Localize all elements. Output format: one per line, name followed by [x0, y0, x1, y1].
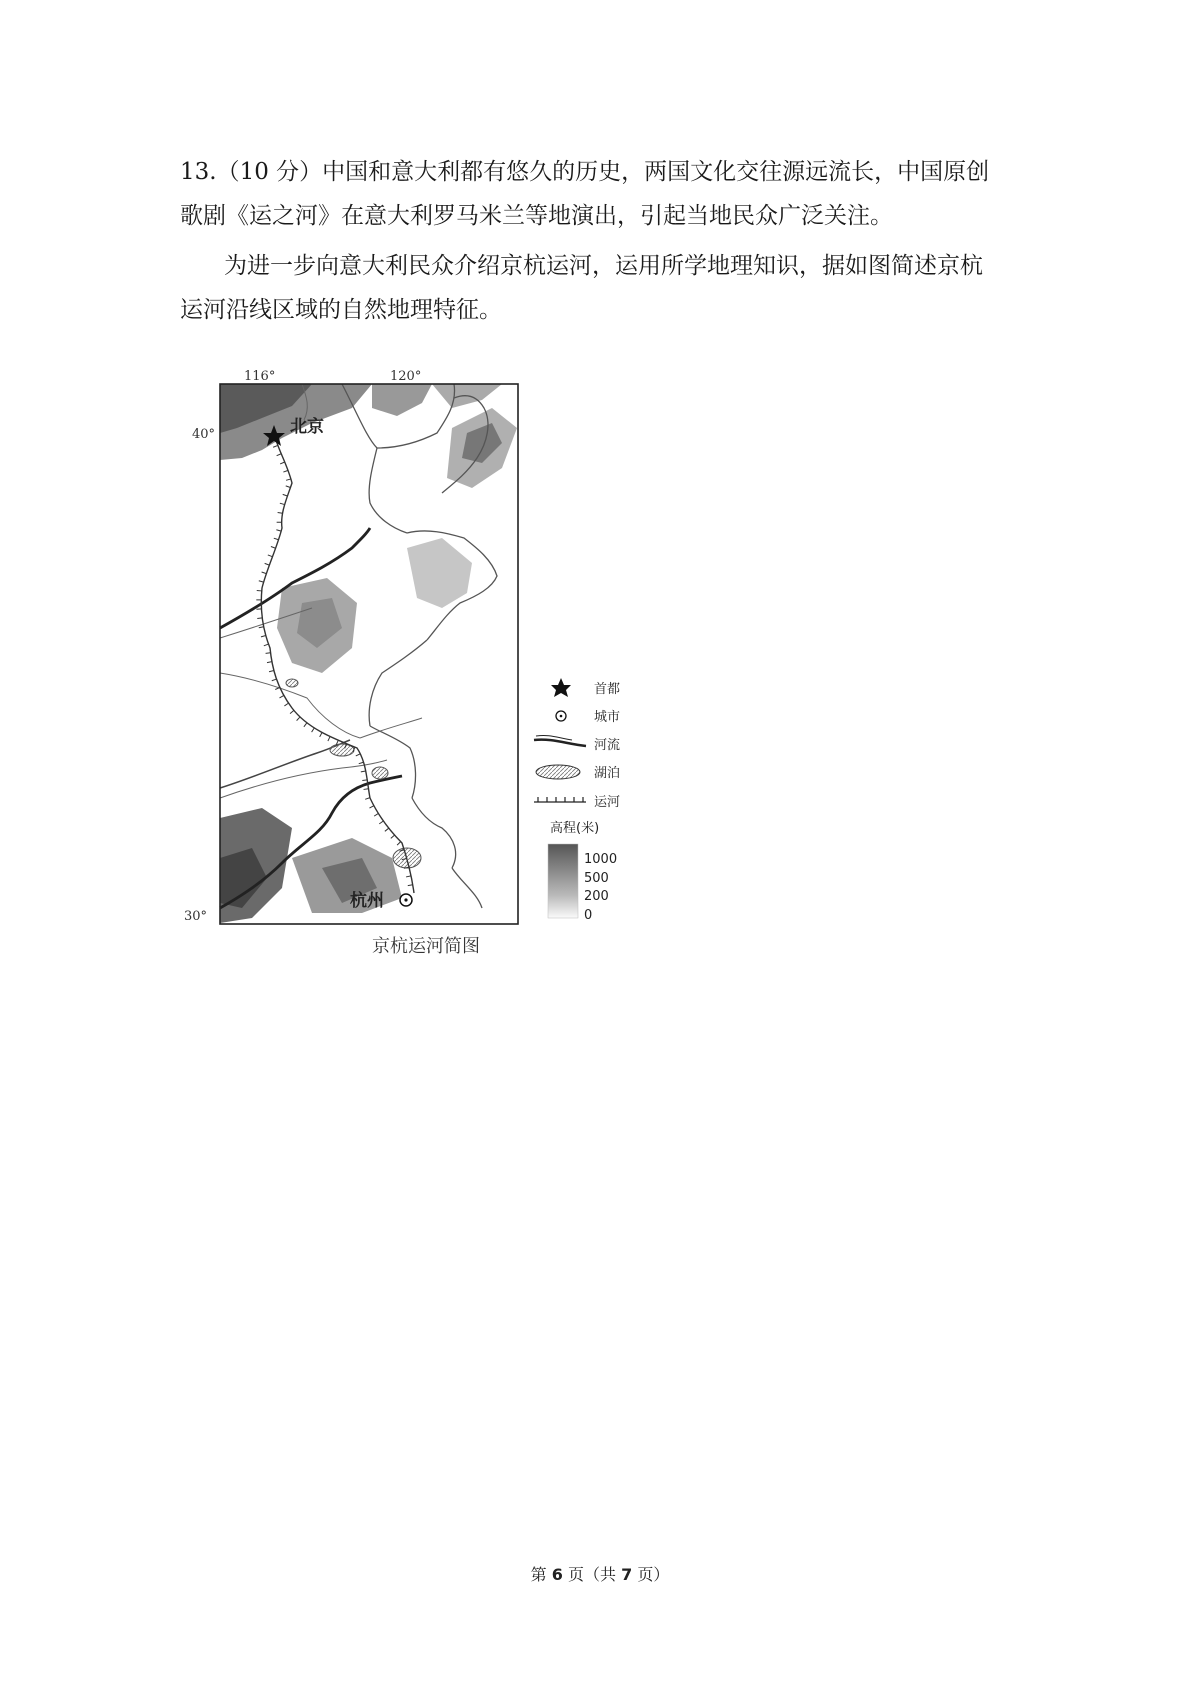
canal-tick: [277, 454, 282, 456]
canal-tick: [276, 530, 281, 531]
canal-tick: [408, 885, 413, 886]
coastline: [342, 384, 497, 908]
legend-elev-0: 0: [584, 908, 593, 923]
grand-canal-map-figure: [180, 360, 700, 1020]
canal-tick: [283, 494, 288, 496]
lon-label-116: 116°: [244, 369, 276, 384]
instruction-line-1: 为进一步向意大利民众介绍京杭运河，运用所学地理知识，据如图简述京杭: [224, 253, 983, 279]
canal-tick: [278, 512, 283, 513]
canal-tick: [283, 470, 288, 472]
city-label-beijing: 北京: [290, 417, 324, 437]
canal-tick: [264, 644, 269, 646]
footer-suffix: 页）: [632, 1565, 670, 1584]
legend-river-icon: [534, 735, 586, 746]
map-legend: [534, 678, 620, 923]
legend-canal-label: 运河: [594, 795, 621, 810]
footer-page-number: 6: [551, 1565, 563, 1584]
canal-tick: [369, 806, 373, 808]
legend-river-label: 河流: [594, 738, 621, 753]
footer-middle: 页（共: [562, 1565, 622, 1584]
canal-tick: [328, 737, 330, 742]
canal-tick: [259, 581, 264, 582]
legend-city-label: 城市: [594, 710, 621, 725]
canal-tick: [406, 876, 411, 877]
legend-lake-icon: [536, 765, 580, 779]
canal-tick: [272, 679, 277, 681]
canal-tick: [286, 479, 291, 480]
lon-label-120: 120°: [390, 369, 422, 384]
canal-tick: [361, 771, 366, 772]
canal-tick: [261, 636, 266, 637]
legend-elev-1000: 1000: [584, 852, 618, 867]
canal-tick: [274, 538, 279, 540]
canal-tick: [280, 462, 285, 464]
footer-total-pages: 7: [621, 1565, 633, 1584]
legend-elevation-title: 高程(米): [550, 821, 600, 836]
city-marker-hangzhou: [400, 894, 412, 906]
legend-canal-icon: [534, 797, 586, 802]
canal-tick: [266, 653, 271, 654]
canal-tick: [359, 762, 364, 763]
canal-tick: [273, 445, 278, 447]
canal-tick: [290, 710, 294, 713]
canal-tick: [269, 670, 274, 671]
legend-elev-200: 200: [584, 889, 609, 904]
legend-city-icon: [556, 711, 566, 721]
canal-tick: [365, 798, 370, 800]
question-line-2: 歌剧《运之河》在意大利罗马米兰等地演出，引起当地民众广泛关注。: [180, 203, 893, 229]
legend-elevation-bar: [548, 844, 578, 918]
canal-tick: [267, 662, 272, 663]
canal-tick: [312, 728, 315, 732]
canal-tick: [280, 503, 285, 504]
legend-capital-icon: [551, 678, 571, 697]
canal-tick: [391, 835, 395, 838]
canal-tick: [374, 813, 378, 816]
canal-tick: [362, 780, 367, 781]
city-label-hangzhou: 杭州: [350, 891, 384, 911]
legend-capital-label: 首都: [594, 682, 621, 697]
canal-tick: [379, 821, 383, 824]
canal-tick: [262, 572, 267, 574]
legend-lake-label: 湖泊: [594, 766, 621, 781]
lat-label-40: 40°: [192, 427, 216, 442]
map-caption: 京杭运河简图: [372, 936, 480, 957]
page-footer: [0, 1562, 1200, 1585]
canal-tick: [271, 547, 276, 549]
grand-canal-map: [180, 360, 700, 1020]
question-line-1: 13.（10 分）中国和意大利都有悠久的历史，两国文化交往源远流长，中国原创: [180, 159, 990, 185]
instruction-line-2: 运河沿线区域的自然地理特征。: [180, 297, 502, 323]
canal-tick: [284, 703, 288, 706]
lat-label-30: 30°: [184, 909, 208, 924]
huai-river: [220, 740, 350, 788]
canal-tick: [304, 723, 307, 727]
legend-elev-500: 500: [584, 871, 609, 886]
footer-prefix: 第: [530, 1565, 552, 1584]
canal-tick: [364, 789, 369, 790]
canal-tick: [259, 627, 264, 628]
canal-tick: [265, 563, 270, 565]
canal-tick: [286, 486, 291, 488]
canal-tick: [385, 828, 389, 831]
canal-tick: [320, 732, 322, 736]
canal-tick: [257, 618, 262, 619]
canal-tick: [268, 555, 273, 557]
canal-tick: [397, 842, 401, 846]
canal-tick: [356, 754, 361, 756]
canal-tick: [279, 695, 283, 697]
canal-tick: [297, 717, 300, 721]
